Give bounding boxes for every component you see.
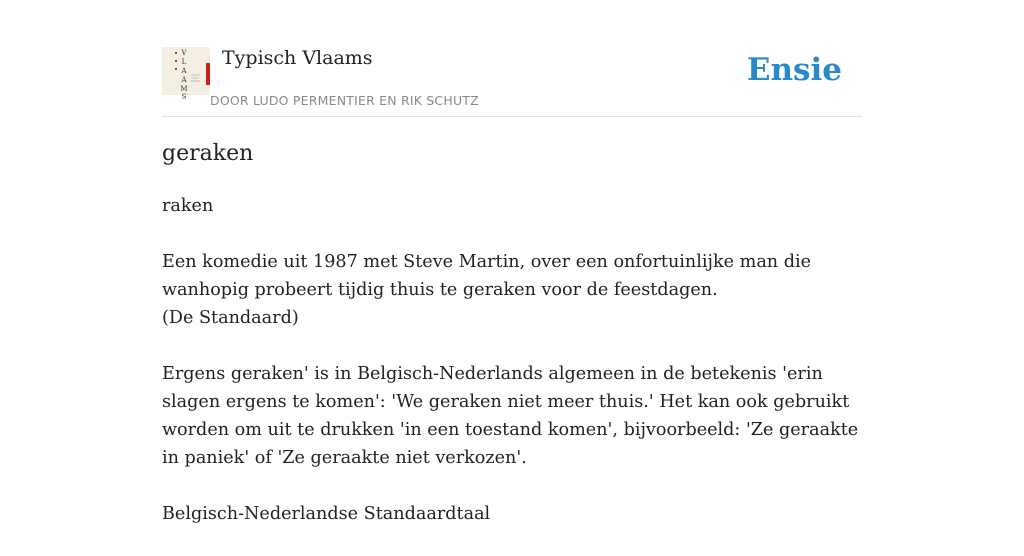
book-title[interactable]: Typisch Vlaams	[222, 47, 373, 69]
svg-text:A: A	[181, 67, 187, 75]
entry-paragraph	[162, 500, 862, 528]
svg-text:S: S	[181, 93, 187, 101]
svg-text:M: M	[180, 85, 188, 93]
paragraph-line: raken	[162, 196, 214, 216]
entry-paragraph	[162, 192, 862, 220]
book-header	[162, 46, 862, 117]
svg-text:L: L	[181, 58, 187, 66]
ensie-logo[interactable]: Ensie	[746, 52, 842, 88]
paragraph-source: (De Standaard)	[162, 308, 299, 328]
book-cover-icon	[162, 47, 210, 101]
entry-body	[162, 192, 862, 556]
book-cover-avatar[interactable]	[162, 47, 210, 101]
paragraph-line: Een komedie uit 1987 met Steve Martin, over een onfortuinlijke man die wanhopig probeert tijdig thuis te geraken voor de feestdagen.	[162, 252, 812, 300]
entry-paragraph	[162, 248, 862, 332]
entry-paragraph	[162, 360, 862, 472]
entry-title: geraken	[162, 141, 254, 166]
svg-text:A: A	[181, 76, 187, 84]
svg-text:V: V	[181, 49, 187, 57]
paragraph-line: Belgisch-Nederlandse Standaardtaal	[162, 504, 491, 524]
paragraph-line: Ergens geraken' is in Belgisch-Nederlands algemeen in de betekenis 'erin slagen ergens te komen': 'We geraken niet meer thuis.' Het kan ook gebruikt worden om uit te drukken 'in een toestand komen', bijvoorbeeld: 'Ze geraakte in paniek' of 'Ze geraakte niet verkozen'.	[162, 364, 859, 468]
book-authors: DOOR LUDO PERMENTIER EN RIK SCHUTZ	[210, 93, 479, 108]
